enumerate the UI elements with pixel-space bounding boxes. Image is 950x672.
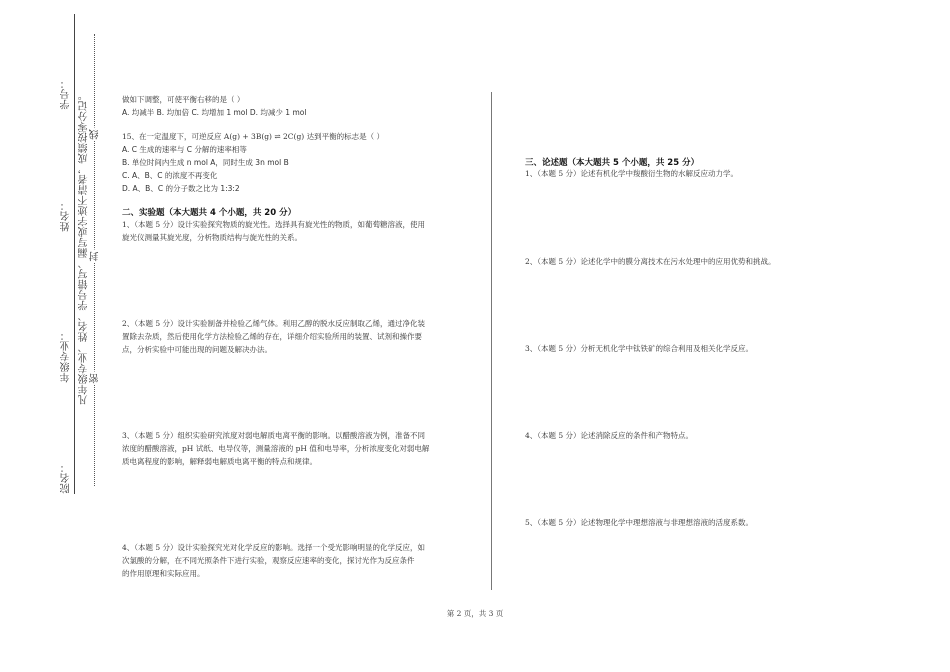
exp-q4-line-3: 的作用原理和实际应用。 xyxy=(122,569,205,578)
page-number: 第 2 页，共 3 页 xyxy=(446,609,504,618)
q15-option-d: D. A、B、C 的分子数之比为 1:3:2 xyxy=(122,184,240,193)
exp-q1-line-2: 旋光仪测量其旋光度，分析物质结构与旋光性的关系。 xyxy=(122,233,302,242)
major-label: 年级专业： xyxy=(61,330,72,383)
exp-q2-line-3: 点，分析实验中可能出现的问题及解决办法。 xyxy=(122,345,272,354)
seal-char-mi: 密 xyxy=(90,373,101,384)
exp-q2-line-1: 2、（本题 5 分）设计实验制备并检验乙烯气体。利用乙醇的脱水反应制取乙烯，通过净化装 xyxy=(122,319,426,328)
exp-q3-line-2: 浓度的醋酸溶液，pH 试纸、电导仪等，测量溶液的 pH 值和电导率，分析浓度变化对弱电解 xyxy=(122,444,430,453)
binding-line-outer xyxy=(74,14,75,494)
q14-stem-tail: 做如下调整，可使平衡右移的是（ ） xyxy=(122,95,245,104)
q15-option-c: C. A、B、C 的浓度不再变化 xyxy=(122,171,218,180)
student-id-label: 学号： xyxy=(61,78,72,110)
essay-question-5: 5、（本题 5 分）论述物理化学中理想溶液与非理想溶液的活度系数。 xyxy=(525,518,754,527)
essay-question-1: 1、（本题 5 分）论述有机化学中羧酸衍生物的水解反应动力学。 xyxy=(525,169,739,178)
name-label: 姓名： xyxy=(61,200,72,232)
essay-question-4: 4、（本题 5 分）论述消除反应的条件和产物特点。 xyxy=(525,431,694,440)
exp-q1-line-1: 1、（本题 5 分）设计实验探究物质的旋光性。选择具有旋光性的物质，如葡萄糖溶液，使用 xyxy=(122,220,426,229)
q15-stem: 15、在一定温度下，可逆反应 A(g) + 3B(g) ⇌ 2C(g) 达到平衡的标志是（ ） xyxy=(122,132,384,141)
column-divider xyxy=(491,92,492,590)
seal-char-xian: 线 xyxy=(90,129,101,140)
q15-option-b: B. 单位时间内生成 n mol A，同时生成 3n mol B xyxy=(122,158,289,167)
exp-q2-line-2: 置除去杂质，然后使用化学方法检验乙烯的存在，详细介绍实验所用的装置、试剂和操作要 xyxy=(122,332,422,341)
binding-notice: 凡年级专业、姓名、学号错写、漏写或字迹不清者，成绩按零分记。 xyxy=(79,90,90,405)
exp-q4-line-1: 4、（本题 5 分）设计实验探究光对化学反应的影响。选择一个受光影响明显的化学反应，如 xyxy=(122,543,426,552)
exp-q3-line-3: 质电离程度的影响，解释弱电解质电离平衡的特点和规律。 xyxy=(122,457,317,466)
section3-title: 三、论述题（本大题共 5 个小题，共 25 分） xyxy=(525,158,700,168)
exp-q4-line-2: 次氯酸的分解，在不同光照条件下进行实验，观察反应速率的变化，探讨光作为反应条件 xyxy=(122,556,415,565)
section2-title: 二、实验题（本大题共 4 个小题，共 20 分） xyxy=(122,208,297,218)
exp-q3-line-1: 3、（本题 5 分）组织实验研究浓度对弱电解质电离平衡的影响。以醋酸溶液为例，准备不同 xyxy=(122,431,426,440)
seal-char-feng: 封 xyxy=(90,251,101,262)
q15-option-a: A. C 生成的速率与 C 分解的速率相等 xyxy=(122,145,247,154)
essay-question-2: 2、（本题 5 分）论述化学中的膜分离技术在污水处理中的应用优势和挑战。 xyxy=(525,257,776,266)
q14-options: A. 均减半 B. 均加倍 C. 均增加 1 mol D. 均减少 1 mol xyxy=(122,108,307,117)
school-label: 院名： xyxy=(61,462,72,494)
essay-question-3: 3、（本题 5 分）分析无机化学中钛铁矿的综合利用及相关化学反应。 xyxy=(525,344,754,353)
